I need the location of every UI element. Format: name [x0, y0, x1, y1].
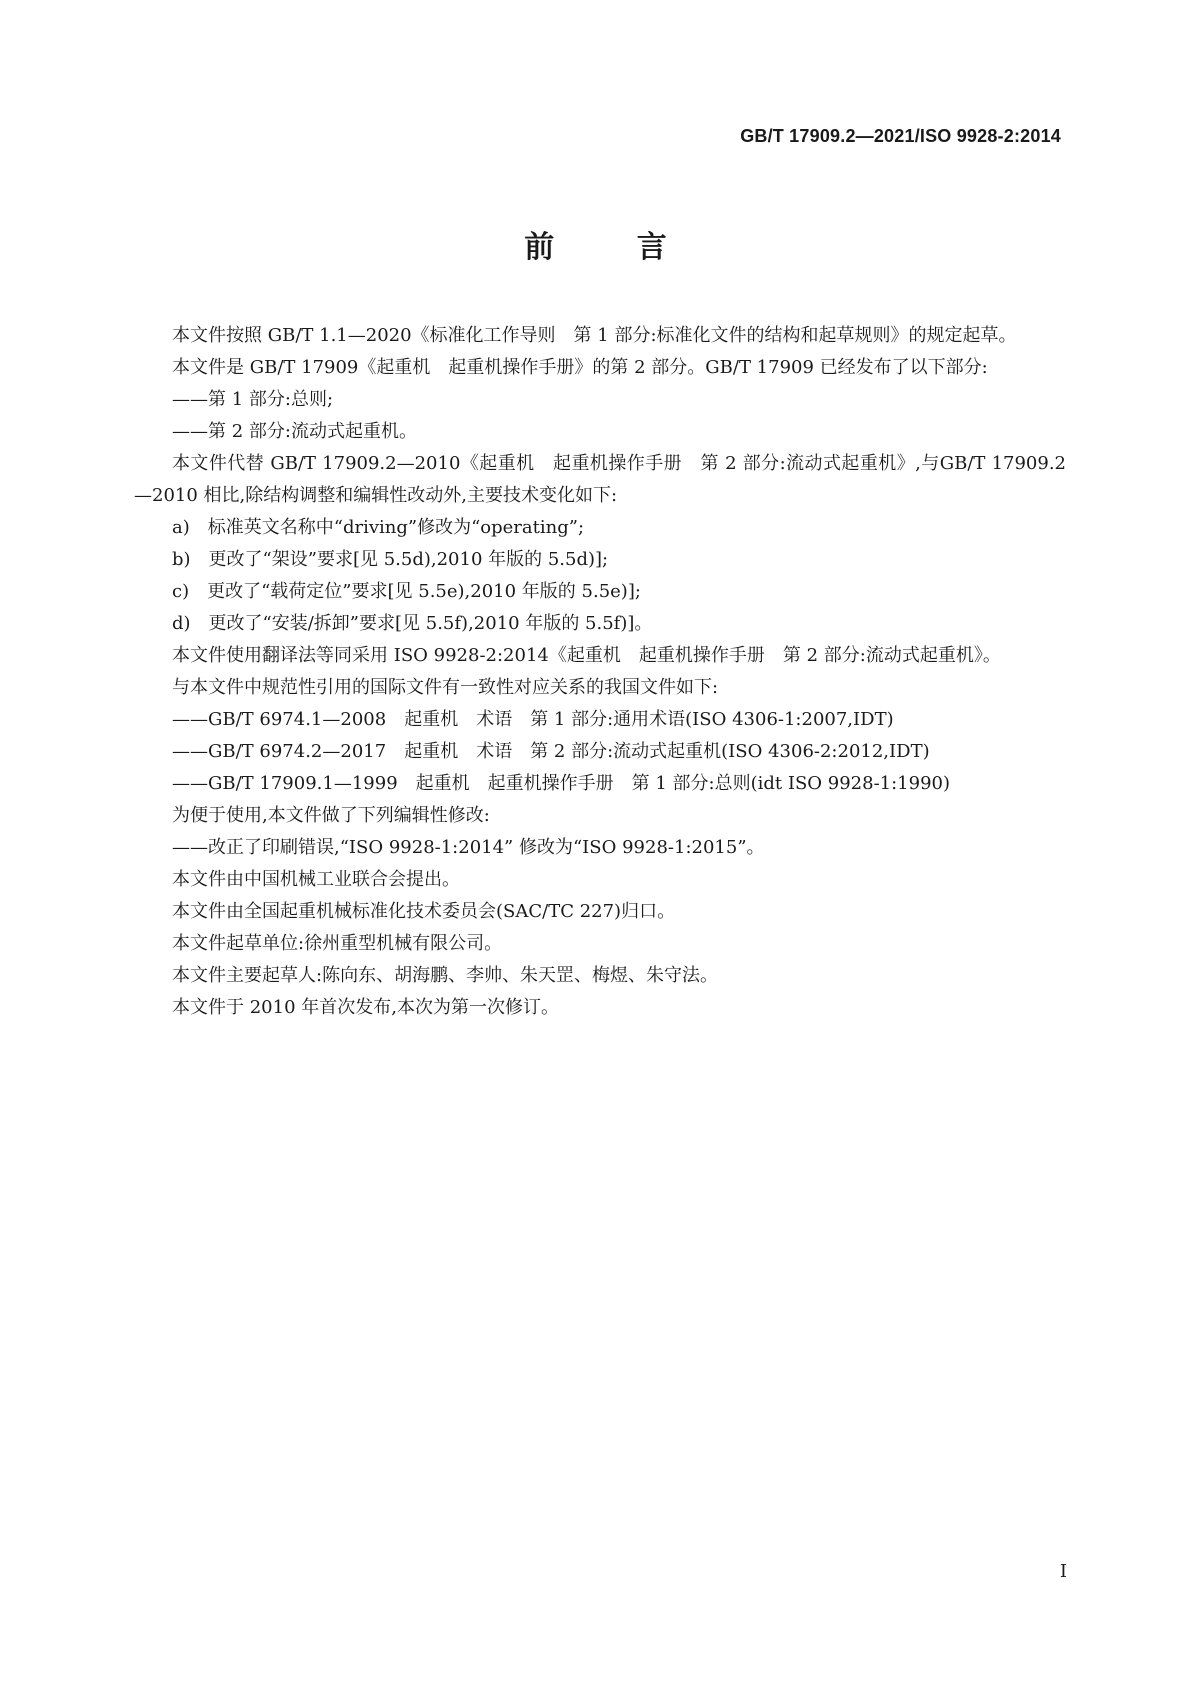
- paragraph-committee: 本文件由全国起重机械标准化技术委员会(SAC/TC 227)归口。: [172, 901, 676, 922]
- paragraph-history: 本文件于 2010 年首次发布,本次为第一次修订。: [172, 997, 559, 1018]
- paragraph-drafting-rules: 本文件按照 GB/T 1.1—2020《标准化工作导则 第 1 部分:标准化文件的结构和起草规则》的规定起草。: [172, 325, 1017, 346]
- foreword-body: [134, 320, 1066, 1024]
- paragraph-replacement: 本文件代替 GB/T 17909.2—2010《起重机 起重机操作手册 第 2 部分:流动式起重机》,与GB/T 17909.2—2010 相比,除结构调整和编辑性改动外,主要技术变化如下:: [134, 453, 1066, 506]
- list-item-typo-fix: ——改正了印刷错误,“ISO 9928-1:2014” 修改为“ISO 9928-1:2015”。: [172, 837, 765, 858]
- list-item-change-a: a) 标准英文名称中“driving”修改为“operating”;: [172, 517, 585, 538]
- paragraph-editorial: 为便于使用,本文件做了下列编辑性修改:: [172, 805, 490, 826]
- paragraph-proposer: 本文件由中国机械工业联合会提出。: [172, 869, 460, 890]
- page-title: 前 言: [524, 230, 703, 265]
- page-number: I: [1059, 1561, 1067, 1582]
- list-item-ref-6974-1: ——GB/T 6974.1—2008 起重机 术语 第 1 部分:通用术语(ISO 4306-1:2007,IDT): [172, 709, 894, 730]
- paragraph-translation: 本文件使用翻译法等同采用 ISO 9928-2:2014《起重机 起重机操作手册 第 2 部分:流动式起重机》。: [172, 645, 1001, 666]
- list-item-ref-17909-1: ——GB/T 17909.1—1999 起重机 起重机操作手册 第 1 部分:总则(idt ISO 9928-1:1990): [172, 773, 951, 794]
- paragraph-correspondence: 与本文件中规范性引用的国际文件有一致性对应关系的我国文件如下:: [172, 677, 719, 698]
- paragraph-drafters: 本文件主要起草人:陈向东、胡海鹏、李帅、朱天罡、梅煜、朱守法。: [172, 965, 719, 986]
- list-item-ref-6974-2: ——GB/T 6974.2—2017 起重机 术语 第 2 部分:流动式起重机(ISO 4306-2:2012,IDT): [172, 741, 930, 762]
- paragraph-drafting-unit: 本文件起草单位:徐州重型机械有限公司。: [172, 933, 503, 954]
- list-item-change-c: c) 更改了“载荷定位”要求[见 5.5e),2010 年版的 5.5e)];: [172, 581, 641, 602]
- list-item-part-1: ——第 1 部分:总则;: [172, 389, 334, 410]
- paragraph-series-parts: 本文件是 GB/T 17909《起重机 起重机操作手册》的第 2 部分。GB/T 17909 已经发布了以下部分:: [172, 357, 988, 378]
- list-item-change-b: b) 更改了“架设”要求[见 5.5d),2010 年版的 5.5d)];: [172, 549, 609, 570]
- list-item-change-d: d) 更改了“安装/拆卸”要求[见 5.5f),2010 年版的 5.5f)]。: [172, 613, 653, 634]
- standard-code-header: GB/T 17909.2—2021/ISO 9928-2:2014: [740, 126, 1061, 146]
- list-item-part-2: ——第 2 部分:流动式起重机。: [172, 421, 417, 442]
